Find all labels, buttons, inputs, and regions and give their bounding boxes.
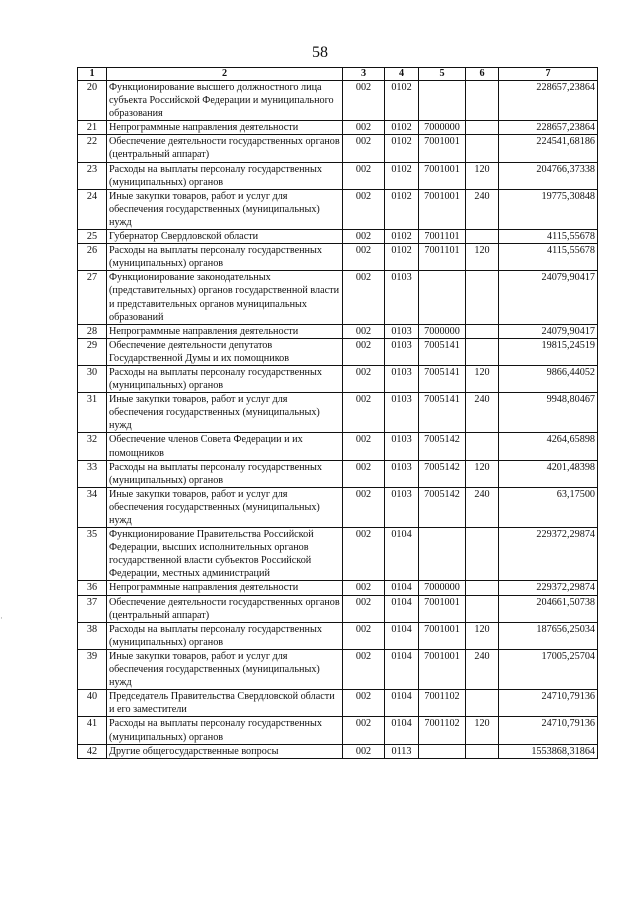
target-item-code: 7000000: [419, 324, 466, 338]
expense-type-code: 120: [466, 622, 499, 649]
expense-name: Непрограммные направления деятельности: [107, 581, 343, 595]
expense-type-code: [466, 690, 499, 717]
row-number: 25: [78, 230, 107, 244]
expense-type-code: 120: [466, 162, 499, 189]
table-row: [78, 324, 598, 338]
target-item-code: 7005142: [419, 460, 466, 487]
target-item-code: 7001001: [419, 649, 466, 689]
section-code: 0113: [385, 744, 419, 758]
agency-code: 002: [343, 244, 385, 271]
target-item-code: [419, 81, 466, 121]
table-row: [78, 744, 598, 758]
target-item-code: 7001101: [419, 244, 466, 271]
table-row: [78, 338, 598, 365]
table-row: [78, 649, 598, 689]
agency-code: 002: [343, 622, 385, 649]
agency-code: 002: [343, 121, 385, 135]
row-number: 23: [78, 162, 107, 189]
expense-name: Расходы на выплаты персоналу государственных (муниципальных) органов: [107, 717, 343, 744]
expense-name: Иные закупки товаров, работ и услуг для обеспечения государственных (муниципальных) нужд: [107, 649, 343, 689]
column-header-7: 7: [499, 68, 598, 81]
table-row: [78, 487, 598, 527]
expense-type-code: 120: [466, 244, 499, 271]
section-code: 0103: [385, 324, 419, 338]
expense-name: Функционирование Правительства Российской Федерации, высших исполнительных органов государственной власти субъектов Российской Федерации, местных администраций: [107, 528, 343, 581]
section-code: 0102: [385, 121, 419, 135]
table-row: [78, 433, 598, 460]
amount: 24079,90417: [499, 324, 598, 338]
row-number: 32: [78, 433, 107, 460]
agency-code: 002: [343, 528, 385, 581]
row-number: 22: [78, 135, 107, 162]
expense-name: Обеспечение деятельности депутатов Государственной Думы и их помощников: [107, 338, 343, 365]
target-item-code: 7005141: [419, 393, 466, 433]
section-code: 0102: [385, 230, 419, 244]
expense-type-code: [466, 433, 499, 460]
row-number: 24: [78, 189, 107, 229]
agency-code: 002: [343, 230, 385, 244]
agency-code: 002: [343, 649, 385, 689]
row-number: 21: [78, 121, 107, 135]
table-row: [78, 690, 598, 717]
table-row: [78, 393, 598, 433]
row-number: 42: [78, 744, 107, 758]
row-number: 34: [78, 487, 107, 527]
row-number: 33: [78, 460, 107, 487]
amount: 63,17500: [499, 487, 598, 527]
agency-code: 002: [343, 433, 385, 460]
target-item-code: 7001001: [419, 135, 466, 162]
section-code: 0102: [385, 135, 419, 162]
expense-type-code: [466, 81, 499, 121]
expense-name: Функционирование законодательных (представительных) органов государственной власти и представительных органов муниципальных образований: [107, 271, 343, 324]
table-row: [78, 717, 598, 744]
amount: 19775,30848: [499, 189, 598, 229]
table-row: [78, 189, 598, 229]
table-row: [78, 162, 598, 189]
target-item-code: 7001001: [419, 189, 466, 229]
amount: 24710,79136: [499, 690, 598, 717]
section-code: 0103: [385, 271, 419, 324]
section-code: 0103: [385, 393, 419, 433]
expense-type-code: 120: [466, 717, 499, 744]
expense-name: Непрограммные направления деятельности: [107, 324, 343, 338]
amount: 4115,55678: [499, 230, 598, 244]
expense-type-code: [466, 581, 499, 595]
agency-code: 002: [343, 581, 385, 595]
row-number: 38: [78, 622, 107, 649]
agency-code: 002: [343, 81, 385, 121]
agency-code: 002: [343, 393, 385, 433]
expense-type-code: [466, 744, 499, 758]
row-number: 30: [78, 365, 107, 392]
table-row: [78, 244, 598, 271]
amount: 204661,50738: [499, 595, 598, 622]
section-code: 0104: [385, 528, 419, 581]
expense-name: Иные закупки товаров, работ и услуг для обеспечения государственных (муниципальных) нужд: [107, 393, 343, 433]
row-number: 28: [78, 324, 107, 338]
expense-type-code: [466, 135, 499, 162]
amount: 224541,68186: [499, 135, 598, 162]
section-code: 0104: [385, 622, 419, 649]
agency-code: 002: [343, 271, 385, 324]
agency-code: 002: [343, 595, 385, 622]
section-code: 0102: [385, 189, 419, 229]
section-code: 0104: [385, 581, 419, 595]
amount: 204766,37338: [499, 162, 598, 189]
row-number: 39: [78, 649, 107, 689]
expense-name: Председатель Правительства Свердловской области и его заместители: [107, 690, 343, 717]
row-number: 31: [78, 393, 107, 433]
agency-code: 002: [343, 460, 385, 487]
section-code: 0102: [385, 81, 419, 121]
amount: 1553868,31864: [499, 744, 598, 758]
expense-name: Иные закупки товаров, работ и услуг для обеспечения государственных (муниципальных) нужд: [107, 189, 343, 229]
amount: 24079,90417: [499, 271, 598, 324]
expense-type-code: 240: [466, 189, 499, 229]
section-code: 0104: [385, 690, 419, 717]
agency-code: 002: [343, 365, 385, 392]
expense-name: Расходы на выплаты персоналу государственных (муниципальных) органов: [107, 162, 343, 189]
amount: 187656,25034: [499, 622, 598, 649]
row-number: 20: [78, 81, 107, 121]
table-row: [78, 365, 598, 392]
section-code: 0103: [385, 365, 419, 392]
section-code: 0103: [385, 338, 419, 365]
target-item-code: 7000000: [419, 121, 466, 135]
expense-type-code: 240: [466, 649, 499, 689]
expense-type-code: [466, 595, 499, 622]
target-item-code: 7001101: [419, 230, 466, 244]
target-item-code: 7005141: [419, 365, 466, 392]
amount: 19815,24519: [499, 338, 598, 365]
row-number: 36: [78, 581, 107, 595]
table-row: [78, 528, 598, 581]
section-code: 0103: [385, 487, 419, 527]
row-number: 37: [78, 595, 107, 622]
expense-type-code: [466, 324, 499, 338]
expense-type-code: 120: [466, 460, 499, 487]
target-item-code: 7000000: [419, 581, 466, 595]
expense-name: Расходы на выплаты персоналу государственных (муниципальных) органов: [107, 244, 343, 271]
column-header-5: 5: [419, 68, 466, 81]
margin-mark: ·: [0, 614, 3, 624]
amount: 229372,29874: [499, 581, 598, 595]
target-item-code: 7005141: [419, 338, 466, 365]
expense-name: Обеспечение деятельности государственных органов (центральный аппарат): [107, 135, 343, 162]
amount: 4264,65898: [499, 433, 598, 460]
expense-name: Другие общегосударственные вопросы: [107, 744, 343, 758]
agency-code: 002: [343, 189, 385, 229]
expense-type-code: 240: [466, 487, 499, 527]
agency-code: 002: [343, 338, 385, 365]
section-code: 0103: [385, 433, 419, 460]
expense-type-code: [466, 121, 499, 135]
table-row: [78, 230, 598, 244]
expense-name: Иные закупки товаров, работ и услуг для обеспечения государственных (муниципальных) нужд: [107, 487, 343, 527]
amount: 4115,55678: [499, 244, 598, 271]
expense-type-code: 120: [466, 365, 499, 392]
column-header-6: 6: [466, 68, 499, 81]
row-number: 29: [78, 338, 107, 365]
table-header-row: [78, 68, 598, 81]
expense-name: Непрограммные направления деятельности: [107, 121, 343, 135]
row-number: 35: [78, 528, 107, 581]
row-number: 26: [78, 244, 107, 271]
section-code: 0103: [385, 460, 419, 487]
agency-code: 002: [343, 487, 385, 527]
expense-type-code: 240: [466, 393, 499, 433]
target-item-code: 7001102: [419, 717, 466, 744]
section-code: 0104: [385, 649, 419, 689]
table-row: [78, 595, 598, 622]
expense-name: Расходы на выплаты персоналу государственных (муниципальных) органов: [107, 365, 343, 392]
column-header-3: 3: [343, 68, 385, 81]
agency-code: 002: [343, 717, 385, 744]
table-body: [78, 81, 598, 759]
target-item-code: 7005142: [419, 433, 466, 460]
target-item-code: [419, 271, 466, 324]
column-header-4: 4: [385, 68, 419, 81]
expense-name: Обеспечение членов Совета Федерации и их помощников: [107, 433, 343, 460]
amount: 228657,23864: [499, 121, 598, 135]
expense-name: Обеспечение деятельности государственных органов (центральный аппарат): [107, 595, 343, 622]
target-item-code: 7001001: [419, 622, 466, 649]
table-row: [78, 135, 598, 162]
target-item-code: [419, 528, 466, 581]
expense-type-code: [466, 271, 499, 324]
amount: 9866,44052: [499, 365, 598, 392]
section-code: 0104: [385, 595, 419, 622]
row-number: 40: [78, 690, 107, 717]
agency-code: 002: [343, 744, 385, 758]
expense-type-code: [466, 528, 499, 581]
amount: 229372,29874: [499, 528, 598, 581]
agency-code: 002: [343, 690, 385, 717]
agency-code: 002: [343, 135, 385, 162]
section-code: 0102: [385, 162, 419, 189]
table-row: [78, 121, 598, 135]
row-number: 27: [78, 271, 107, 324]
table-row: [78, 622, 598, 649]
table-row: [78, 581, 598, 595]
table-row: [78, 271, 598, 324]
budget-table: [77, 67, 598, 759]
target-item-code: 7001001: [419, 162, 466, 189]
target-item-code: 7001102: [419, 690, 466, 717]
expense-name: Губернатор Свердловской области: [107, 230, 343, 244]
expense-type-code: [466, 338, 499, 365]
section-code: 0104: [385, 717, 419, 744]
page-number: 58: [312, 44, 328, 61]
column-header-1: 1: [78, 68, 107, 81]
target-item-code: 7005142: [419, 487, 466, 527]
expense-name: Функционирование высшего должностного лица субъекта Российской Федерации и муниципального образования: [107, 81, 343, 121]
section-code: 0102: [385, 244, 419, 271]
target-item-code: 7001001: [419, 595, 466, 622]
amount: 17005,25704: [499, 649, 598, 689]
amount: 9948,80467: [499, 393, 598, 433]
agency-code: 002: [343, 162, 385, 189]
row-number: 41: [78, 717, 107, 744]
amount: 228657,23864: [499, 81, 598, 121]
expense-type-code: [466, 230, 499, 244]
expense-name: Расходы на выплаты персоналу государственных (муниципальных) органов: [107, 622, 343, 649]
target-item-code: [419, 744, 466, 758]
table-row: [78, 460, 598, 487]
expense-name: Расходы на выплаты персоналу государственных (муниципальных) органов: [107, 460, 343, 487]
column-header-2: 2: [107, 68, 343, 81]
agency-code: 002: [343, 324, 385, 338]
table-row: [78, 81, 598, 121]
amount: 24710,79136: [499, 717, 598, 744]
amount: 4201,48398: [499, 460, 598, 487]
